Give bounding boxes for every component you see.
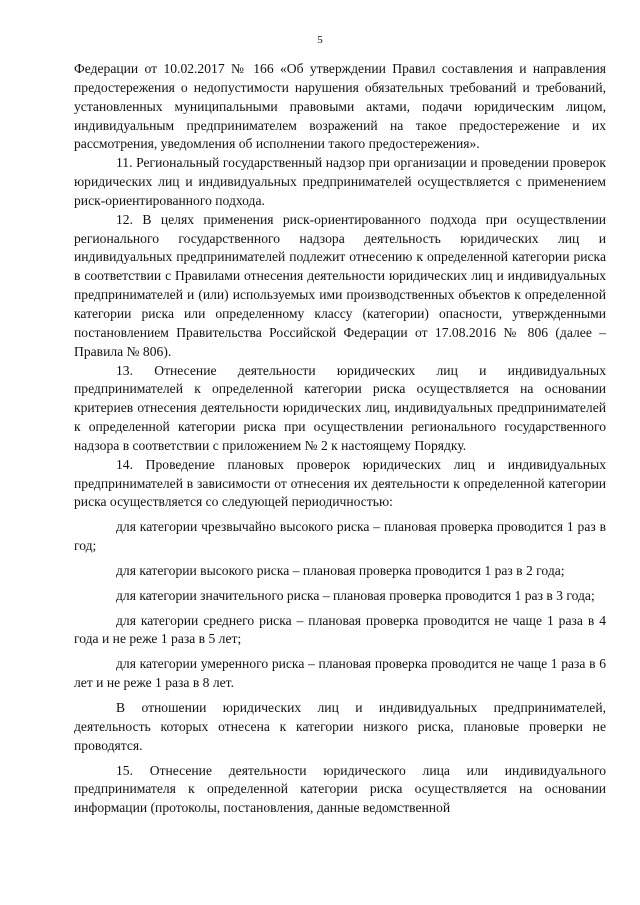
- paragraph-14: 14. Проведение плановых проверок юридических лиц и индивидуальных предпринимателей в зависимости от отнесения их деятельности к определенной категории риска осуществляется со следующей периодичностью:: [74, 456, 606, 510]
- risk-category-item: для категории высокого риска – плановая проверка проводится 1 раз в 2 года;: [116, 562, 565, 578]
- low-risk-note: В отношении юридических лиц и индивидуальных предпринимателей, деятельность которых отнесена к категории низкого риска, плановые проверки не проводятся.: [74, 700, 606, 753]
- risk-category-item: для категории значительного риска – плановая проверка проводится 1 раз в 3 года;: [116, 587, 595, 603]
- paragraph-13: 13. Отнесение деятельности юридических лиц и индивидуальных предпринимателей к определенной категории риска осуществляется на основании критериев отнесения деятельности юридических лиц, индивидуальных предпринимателей к определенной категории риска при осуществлении регионального государственного надзора в соответствии с приложением № 2 к настоящему Порядку.: [74, 362, 606, 453]
- risk-category-item: для категории среднего риска – плановая проверка проводится не чаще 1 раза в 4 года и не реже 1 раза в 5 лет;: [74, 612, 606, 647]
- document-body: [74, 60, 606, 818]
- paragraph-11: 11. Региональный государственный надзор при организации и проведении проверок юридических лиц и индивидуальных предпринимателей осуществляется с применением риск-ориентированного подхода.: [74, 155, 606, 208]
- paragraph-12: 12. В целях применения риск-ориентированного подхода при осуществлении регионального государственного надзора деятельность юридических лиц и индивидуальных предпринимателей подлежит отнесению к определенной категории риска в соответствии с Правилами отнесения деятельности юридических лиц и индивидуальных предпринимателей и (или) используемых ими производственных объектов к определенной категории риска или определенному классу (категории) опасности, утвержденными постановлением Правительства Российской Федерации от 17.08.2016 № 806 (далее – Правила № 806).: [74, 211, 606, 359]
- paragraph-continuation: Федерации от 10.02.2017 № 166 «Об утверждении Правил составления и направления предостережения о недопустимости нарушения обязательных требований и требований, установленных муниципальными правовыми актами, подачи юридическим лицом, индивидуальным предпринимателем возражений на такое предостережение и их рассмотрения, уведомления об исполнении такого предостережения».: [74, 61, 606, 152]
- risk-category-item: для категории чрезвычайно высокого риска – плановая проверка проводится 1 раз в год;: [74, 519, 606, 554]
- page-number: 5: [317, 34, 323, 46]
- risk-category-item: для категории умеренного риска – плановая проверка проводится не чаще 1 раза в 6 лет и не реже 1 раза в 8 лет.: [74, 656, 606, 691]
- paragraph-15: 15. Отнесение деятельности юридического лица или индивидуального предпринимателя к определенной категории риска осуществляется на основании информации (протоколы, постановления, данные ведомственной: [74, 762, 606, 816]
